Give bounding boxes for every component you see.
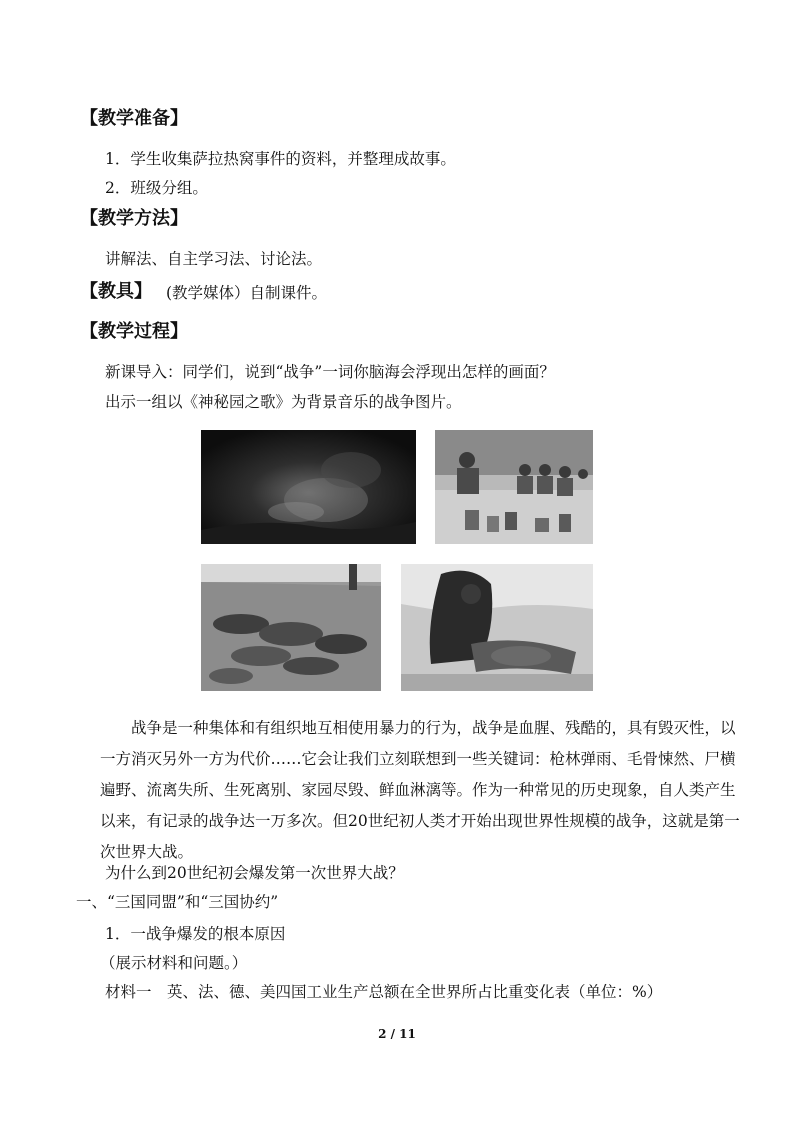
subsection-1-title: 1．一战争爆发的根本原因 [105, 925, 286, 943]
prep-item-1: 1．学生收集萨拉热窝事件的资料，并整理成故事。 [105, 150, 456, 168]
war-photo-fire [201, 430, 416, 544]
prep-heading: 【教学准备】 [80, 108, 188, 129]
prep-item-2: 2．班级分组。 [105, 179, 208, 197]
war-photo-field [201, 564, 381, 691]
process-heading: 【教学过程】 [80, 321, 188, 342]
part-one-title: 一、“三国同盟”和“三国协约” [76, 893, 279, 911]
war-photo-children [435, 430, 593, 544]
war-photo-mourning [401, 564, 593, 691]
intro-line-2: 出示一组以《神秘园之歌》为背景音乐的战争图片。 [105, 393, 462, 411]
page-number: 2 / 11 [378, 1027, 416, 1041]
method-heading: 【教学方法】 [80, 208, 188, 229]
instruction-note: （展示材料和问题。） [100, 954, 248, 972]
war-description-paragraph: 战争是一种集体和有组织地互相使用暴力的行为，战争是血腥、残酷的，具有毁灭性，以一方消灭另外一方为代价……它会让我们立刻联想到一些关键词：枪林弹雨、毛骨悚然、尸横遍野、流离失所、生死离别、家园尽毁、鲜血淋漓等。作为一种常见的历史现象，自人类产生以来，有记录的战争达一万多次。但20世纪初人类才开始出现世界性规模的战争，这就是第一次世界大战。 [100, 719, 740, 861]
intro-line-1: 新课导入：同学们，说到“战争”一词你脑海会浮现出怎样的画面？ [105, 363, 555, 381]
guiding-question: 为什么到20世纪初会爆发第一次世界大战？ [105, 864, 404, 882]
method-text: 讲解法、自主学习法、讨论法。 [105, 250, 323, 268]
material-one-caption: 材料一 英、法、德、美四国工业生产总额在全世界所占比重变化表（单位：%） [105, 983, 663, 1001]
tools-text: (教学媒体）自制课件。 [166, 284, 328, 302]
tools-heading: 【教具】 [80, 281, 152, 302]
